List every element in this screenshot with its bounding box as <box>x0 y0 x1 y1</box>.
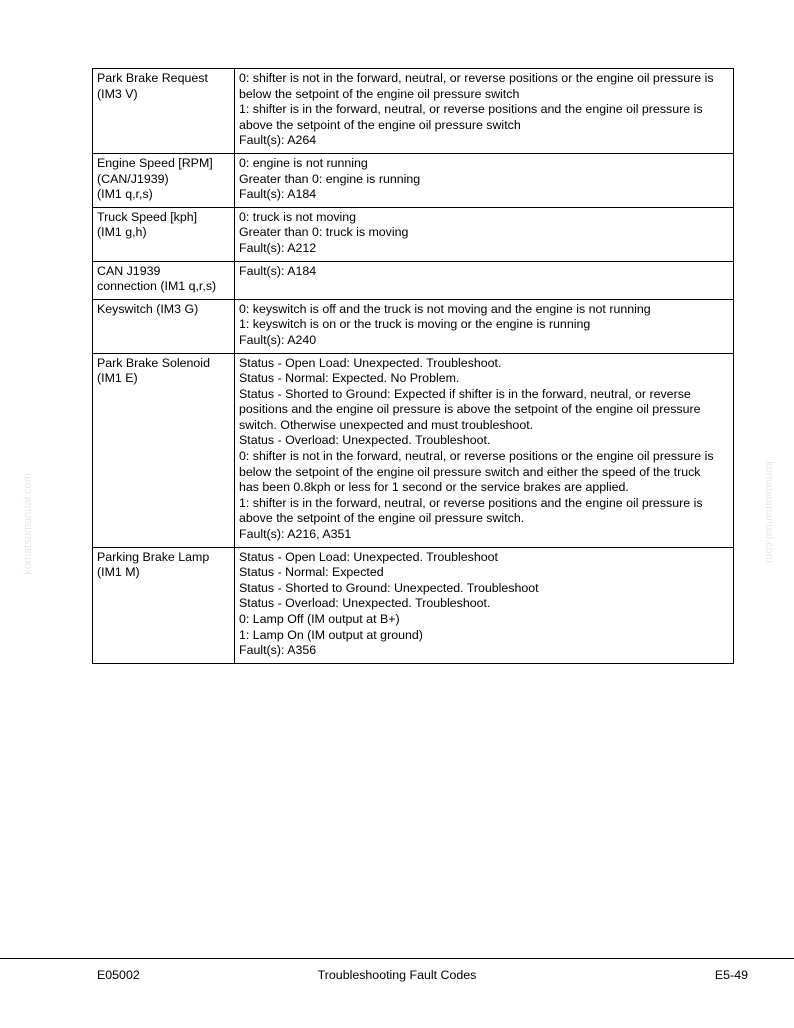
signal-name-line: (IM1 E) <box>97 371 138 386</box>
signal-name-line: connection (IM1 q,r,s) <box>97 279 217 294</box>
signal-description-line: Status - Overload: Unexpected. Troubleshoot. <box>239 433 491 448</box>
signal-description-line: 1: keyswitch is on or the truck is moving or the engine is running <box>239 317 591 332</box>
signal-description-line: positions and the engine oil pressure is above the setpoint of the engine oil pressure <box>239 402 701 417</box>
signal-description-line: 0: engine is not running <box>239 155 368 170</box>
signal-description-line: Status - Open Load: Unexpected. Troubleshoot. <box>239 355 502 370</box>
signal-name-cell <box>93 69 235 154</box>
signal-description-line: Status - Normal: Expected <box>239 565 384 580</box>
signal-name-cell <box>93 547 235 663</box>
fault-code-table <box>92 68 734 664</box>
table-row <box>93 153 734 207</box>
signal-description-cell <box>235 153 734 207</box>
signal-description-line: Fault(s): A216, A351 <box>239 527 352 542</box>
signal-description-line: below the setpoint of the engine oil pressure switch and either the speed of the truck <box>239 464 701 479</box>
signal-description-cell <box>235 69 734 154</box>
signal-name-cell <box>93 299 235 353</box>
signal-name-line: Parking Brake Lamp <box>97 549 210 564</box>
signal-description-cell <box>235 299 734 353</box>
signal-description-line: Fault(s): A240 <box>239 332 317 347</box>
signal-description-line: Greater than 0: truck is moving <box>239 225 409 240</box>
signal-description-cell <box>235 207 734 261</box>
signal-name-cell <box>93 207 235 261</box>
signal-description-line: Fault(s): A184 <box>239 263 317 278</box>
signal-description-line: Greater than 0: engine is running <box>239 171 421 186</box>
signal-description-line: 0: shifter is not in the forward, neutral, or reverse positions or the engine oil pressure is <box>239 449 714 464</box>
signal-description-line: above the setpoint of the engine oil pressure switch <box>239 117 521 132</box>
table-row <box>93 353 734 547</box>
signal-name-line: (IM1 q,r,s) <box>97 187 153 202</box>
footer-rule <box>0 958 794 959</box>
signal-description-line: 0: truck is not moving <box>239 209 357 224</box>
signal-description-line: Fault(s): A212 <box>239 240 317 255</box>
signal-description-line: 1: shifter is in the forward, neutral, or reverse positions and the engine oil pressure is <box>239 102 703 117</box>
signal-name-line: Engine Speed [RPM] <box>97 155 213 170</box>
footer-page-number: E5-49 <box>714 968 748 982</box>
signal-description-line: Status - Normal: Expected. No Problem. <box>239 371 460 386</box>
signal-name-line: CAN J1939 <box>97 263 161 278</box>
signal-description-line: 1: shifter is in the forward, neutral, or reverse positions and the engine oil pressure is <box>239 495 703 510</box>
fault-code-table-body <box>93 69 734 664</box>
signal-name-line: Keyswitch (IM3 G) <box>97 301 199 316</box>
signal-description-line: has been 0.8kph or less for 1 second or the service brakes are applied. <box>239 480 629 495</box>
signal-description-line: 0: Lamp Off (IM output at B+) <box>239 612 400 626</box>
signal-description-line: Fault(s): A264 <box>239 133 317 148</box>
signal-name-line: (IM1 g,h) <box>97 225 147 240</box>
table-row <box>93 547 734 663</box>
signal-description-line: Status - Shorted to Ground: Unexpected. Troubleshoot <box>239 580 539 595</box>
signal-description-line: Fault(s): A356 <box>239 643 317 658</box>
watermark-right: komatsumanual.com <box>763 461 775 563</box>
signal-name-line: (CAN/J1939) <box>97 171 169 186</box>
watermark-left: komatsumanual.com <box>22 473 34 575</box>
signal-description-line: switch. Otherwise unexpected and must troubleshoot. <box>239 417 534 432</box>
signal-name-line: (IM3 V) <box>97 86 138 101</box>
signal-name-line: (IM1 M) <box>97 565 140 580</box>
signal-description-line: Status - Open Load: Unexpected. Troubleshoot <box>239 549 498 564</box>
signal-name-cell <box>93 153 235 207</box>
signal-name-line: Truck Speed [kph] <box>97 209 198 224</box>
table-row <box>93 299 734 353</box>
table-row <box>93 69 734 154</box>
signal-description-cell <box>235 547 734 663</box>
signal-description-line: 1: Lamp On (IM output at ground) <box>239 627 423 642</box>
signal-description-line: 0: shifter is not in the forward, neutral, or reverse positions or the engine oil pressure is <box>239 71 714 85</box>
signal-name-line: Park Brake Request <box>97 71 208 85</box>
signal-description-line: Fault(s): A184 <box>239 187 317 202</box>
signal-description-line: 0: keyswitch is off and the truck is not moving and the engine is not running <box>239 301 651 316</box>
signal-name-line: Park Brake Solenoid <box>97 355 210 370</box>
signal-description-line: below the setpoint of the engine oil pressure switch <box>239 86 520 101</box>
signal-description-cell <box>235 261 734 299</box>
signal-name-cell <box>93 353 235 547</box>
signal-name-cell <box>93 261 235 299</box>
signal-description-line: above the setpoint of the engine oil pressure switch. <box>239 511 525 526</box>
table-row <box>93 261 734 299</box>
footer-section-title: Troubleshooting Fault Codes <box>317 968 477 982</box>
signal-description-line: Status - Shorted to Ground: Expected if shifter is in the forward, neutral, or reverse <box>239 386 691 401</box>
signal-description-cell <box>235 353 734 547</box>
table-row <box>93 207 734 261</box>
signal-description-line: Status - Overload: Unexpected. Troubleshoot. <box>239 596 491 611</box>
footer-document-code: E05002 <box>97 968 140 982</box>
